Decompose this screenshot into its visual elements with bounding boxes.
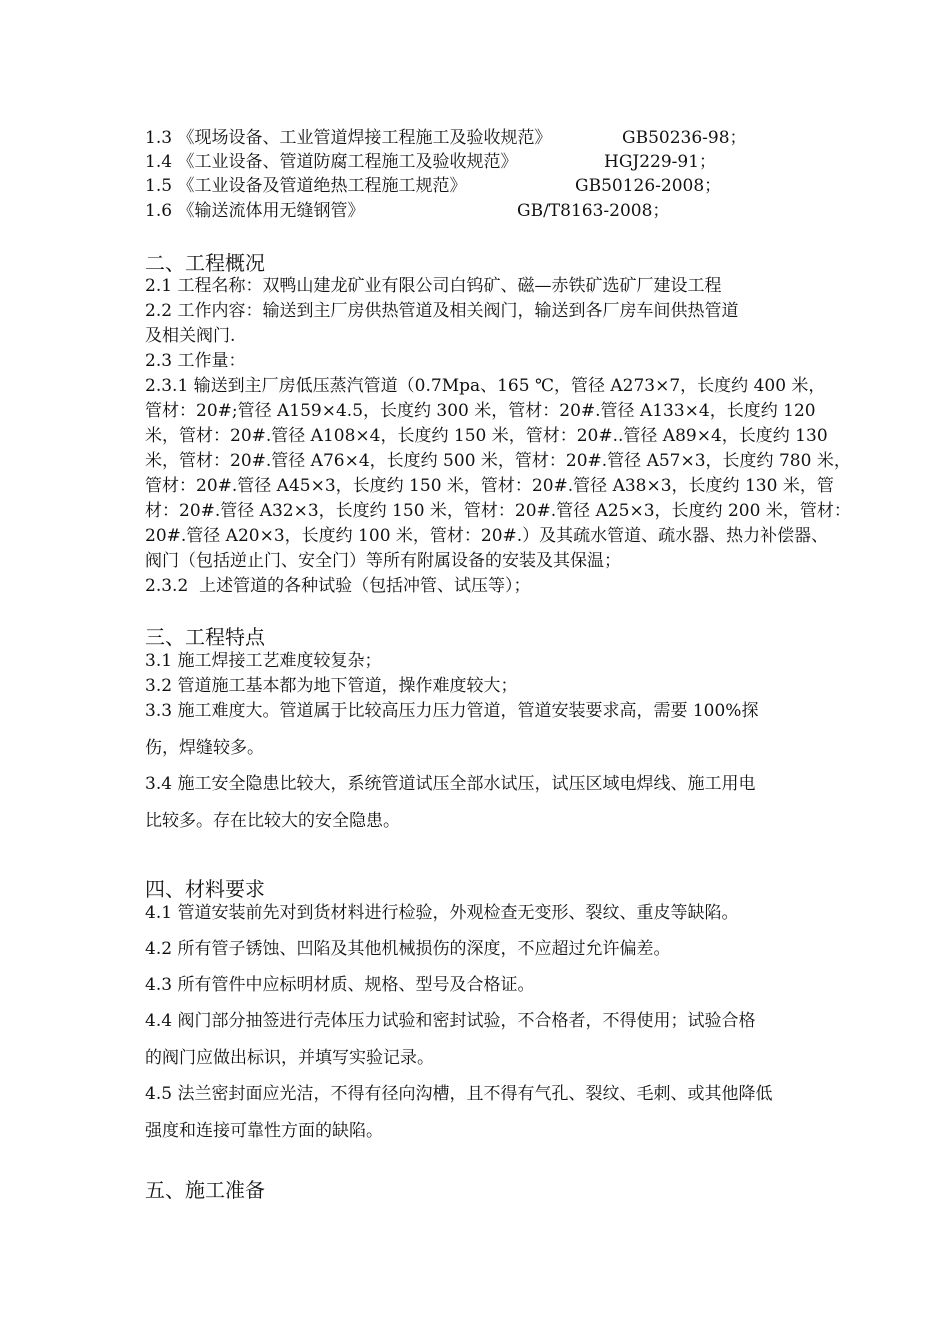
para-4-5-line1: 4.5 法兰密封面应光洁，不得有径向沟槽，且不得有气孔、裂纹、毛刺、或其他降低 — [145, 1084, 773, 1104]
para-2-3-1-line4: 米，管材：20#.管径 A76×4，长度约 500 米，管材：20#.管径 A57×3，长度约 780 米， — [145, 451, 851, 471]
section-heading-3: 三、工程特点 — [145, 625, 265, 649]
para-2-1: 2.1 工程名称：双鸭山建龙矿业有限公司白钨矿、磁—赤铁矿选矿厂建设工程 — [145, 276, 722, 296]
ref-line-1-6: 1.6 《输送流体用无缝钢管》 — [145, 201, 365, 221]
para-2-3-1-line3: 米，管材：20#.管径 A108×4，长度约 150 米，管材：20#..管径 A89×4，长度约 130 — [145, 426, 828, 446]
ref-code-1-3: GB50236-98； — [622, 128, 747, 148]
para-3-1: 3.1 施工焊接工艺难度较复杂； — [145, 651, 382, 671]
para-3-3-line2: 伤，焊缝较多。 — [145, 738, 264, 758]
para-2-3-1-line2: 管材：20#;管径 A159×4.5，长度约 300 米，管材：20#.管径 A133×4，长度约 120 — [145, 401, 816, 421]
ref-line-1-5: 1.5 《工业设备及管道绝热工程施工规范》 — [145, 176, 467, 196]
ref-line-1-3: 1.3 《现场设备、工业管道焊接工程施工及验收规范》 — [145, 128, 552, 148]
section-heading-2: 二、工程概况 — [145, 251, 265, 275]
section-heading-4: 四、材料要求 — [145, 877, 265, 901]
para-4-4-line1: 4.4 阀门部分抽签进行壳体压力试验和密封试验，不合格者，不得使用；试验合格 — [145, 1011, 756, 1031]
para-3-4-line1: 3.4 施工安全隐患比较大，系统管道试压全部水试压，试压区域电焊线、施工用电 — [145, 774, 756, 794]
para-4-1: 4.1 管道安装前先对到货材料进行检验，外观检查无变形、裂纹、重皮等缺陷。 — [145, 903, 739, 923]
para-2-3-1-line7: 20#.管径 A20×3，长度约 100 米，管材：20#.）及其疏水管道、疏水器、热力补偿器、 — [145, 526, 829, 546]
para-2-3-1-line5: 管材：20#.管径 A45×3，长度约 150 米，管材：20#.管径 A38×3，长度约 130 米，管 — [145, 476, 834, 496]
para-3-2: 3.2 管道施工基本都为地下管道，操作难度较大； — [145, 676, 518, 696]
para-3-4-line2: 比较多。存在比较大的安全隐患。 — [145, 811, 400, 831]
ref-line-1-4: 1.4 《工业设备、管道防腐工程施工及验收规范》 — [145, 152, 518, 172]
para-4-4-line2: 的阀门应做出标识，并填写实验记录。 — [145, 1048, 434, 1068]
para-3-3-line1: 3.3 施工难度大。管道属于比较高压力压力管道，管道安装要求高，需要 100%探 — [145, 701, 759, 721]
ref-code-1-5: GB50126-2008； — [575, 176, 722, 196]
ref-code-1-6: GB/T8163-2008； — [517, 201, 670, 221]
para-2-3-1-line8: 阀门（包括逆止门、安全门）等所有附属设备的安装及其保温； — [145, 551, 621, 571]
para-4-3: 4.3 所有管件中应标明材质、规格、型号及合格证。 — [145, 975, 535, 995]
section-heading-5: 五、施工准备 — [145, 1178, 265, 1202]
para-4-5-line2: 强度和连接可靠性方面的缺陷。 — [145, 1121, 383, 1141]
ref-code-1-4: HGJ229-91； — [604, 152, 717, 172]
para-2-2-line1: 2.2 工作内容：输送到主厂房供热管道及相关阀门，输送到各厂房车间供热管道 — [145, 301, 739, 321]
para-2-3-1-line6: 材：20#.管径 A32×3，长度约 150 米，管材：20#.管径 A25×3，长度约 200 米，管材： — [145, 501, 851, 521]
para-2-2-line2: 及相关阀门. — [145, 326, 236, 346]
para-2-3-1-line1: 2.3.1 输送到主厂房低压蒸汽管道（0.7Mpa、165 ℃，管径 A273×7，长度约 400 米， — [145, 376, 826, 396]
para-2-3: 2.3 工作量： — [145, 351, 246, 371]
para-4-2: 4.2 所有管子锈蚀、凹陷及其他机械损伤的深度，不应超过允许偏差。 — [145, 939, 671, 959]
para-2-3-2: 2.3.2 上述管道的各种试验（包括冲管、试压等）； — [145, 576, 531, 596]
